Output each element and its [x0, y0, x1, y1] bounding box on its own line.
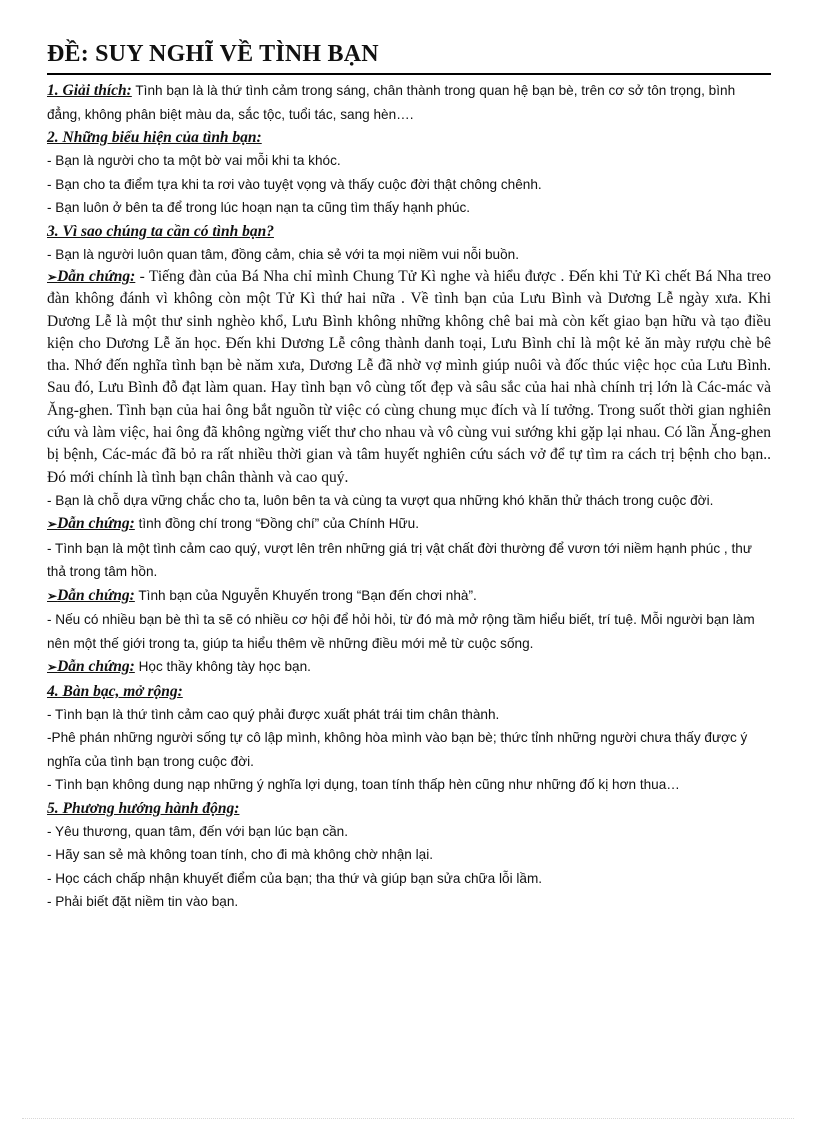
section-1-text: Tình bạn là là thứ tình cảm trong sáng, chân thành trong quan hệ bạn bè, trên cơ sở tôn trọng, bình đẳng, không phân biệt màu da, sắc tộc, tuổi tác, sang hèn….: [47, 83, 736, 122]
section-1-heading: 1. Giải thích:: [47, 82, 132, 99]
section-2-item: - Bạn là người cho ta một bờ vai mỗi khi ta khóc.: [47, 153, 341, 168]
evidence-text: tình đồng chí trong “Đồng chí” của Chính Hữu.: [134, 516, 419, 532]
section-4-item: - Tình bạn là thứ tình cảm cao quý phải được xuất phát trái tim chân thành.: [47, 706, 500, 722]
section-3-item: - Nếu có nhiều bạn bè thì ta sẽ có nhiều cơ hội để hỏi hỏi, từ đó mà mở rộng tầm hiểu biết, trí tuệ. Mỗi người bạn làm nên một thế giới trong ta, giúp ta hiểu thêm về những điều mới mẻ từ cuộc sống.: [47, 612, 755, 651]
evidence-text: - Tiếng đàn của Bá Nha chỉ mình Chung Tử Kì nghe và hiểu được . Đến khi Tử Kì chết Bá Nha treo đàn không đánh vì không còn một Tử Kì thứ hai nữa . Về tình bạn của Lưu Bình và Dương Lễ ngày xưa. Khi Dương Lễ là một thư sinh nghèo khổ, Lưu Bình không những không chê bai mà còn kết giao bạn hữu và tạo điều kiện cho Dương Lễ ăn học. Đến khi Dương Lễ công thành danh toại, Lưu Bình chỉ là một kẻ ăn mày rượu chè bê tha. Nhớ đến nghĩa tình bạn bè năm xưa, Dương Lễ đã nhờ vợ mình giúp nuôi và đốc thúc việc học của Lưu Bình. Sau đó, Lưu Bình đỗ đạt làm quan. Hay tình bạn vô cùng tốt đẹp và sâu sắc của hai nhà chính trị lớn là Các-mác và Ăng-ghen. Tình bạn của hai ông bắt nguồn từ việc có cùng chung mục đích và lí tưởng. Trong suốt thời gian nghiên cứu và làm việc, hai ông đã không ngừng viết thư cho nhau và vô cùng vui sướng khi gặp lại nhau. Có lần Ăng-ghen bị bệnh, Các-mác đã bỏ ra rất nhiều thời gian và tâm huyết nghiên cứu sách vở để tự tìm ra cách trị bệnh cho bạn.. Đó mới chính là tình bạn chân thành và cao quý.: [47, 268, 771, 486]
evidence-label: ➢Dẫn chứng:: [47, 268, 136, 285]
section-4-heading: 4. Bàn bạc, mở rộng:: [47, 682, 183, 700]
section-2-item: - Bạn luôn ở bên ta để trong lúc hoạn nạn ta cũng tìm thấy hạnh phúc.: [47, 200, 471, 215]
section-3-item: - Bạn là người luôn quan tâm, đồng cảm, chia sẻ với ta mọi niềm vui nỗi buồn.: [47, 246, 519, 262]
arrow-icon: ➢: [47, 660, 58, 675]
page-bottom-divider: [22, 1118, 794, 1119]
document-page: [47, 38, 771, 914]
section-3-item: - Bạn là chỗ dựa vững chắc cho ta, luôn bên ta và cùng ta vượt qua những khó khăn thử thách trong cuộc đời.: [47, 492, 714, 508]
evidence-text: Học thầy không tày học bạn.: [134, 659, 311, 675]
section-5-item: - Yêu thương, quan tâm, đến với bạn lúc bạn cần.: [47, 823, 349, 839]
section-4-item: - Tình bạn không dung nạp những ý nghĩa lợi dụng, toan tính thấp hèn cũng như những đố kị hơn thua…: [47, 777, 680, 793]
evidence-paragraph: [47, 655, 771, 680]
evidence-paragraph: [47, 266, 771, 489]
evidence-label: ➢Dẫn chứng:: [47, 658, 135, 676]
evidence-text: Tình bạn của Nguyễn Khuyến trong “Bạn đến chơi nhà”.: [134, 587, 477, 603]
section-2-heading: 2. Những biểu hiện của tình bạn:: [47, 129, 262, 146]
section-5-item: - Phải biết đặt niềm tin vào bạn.: [47, 894, 239, 910]
evidence-paragraph: [47, 512, 771, 537]
section-2-item: - Bạn cho ta điểm tựa khi ta rơi vào tuyệt vọng và thấy cuộc đời thật chông chênh.: [47, 176, 542, 192]
arrow-icon: ➢: [47, 270, 58, 284]
document-title: ĐỀ: SUY NGHĨ VỀ TÌNH BẠN: [47, 38, 771, 75]
arrow-icon: ➢: [47, 517, 58, 532]
evidence-label: ➢Dẫn chứng:: [47, 586, 135, 604]
evidence-paragraph: [47, 584, 771, 609]
section-5-item: - Học cách chấp nhận khuyết điểm của bạn; tha thứ và giúp bạn sửa chữa lỗi lầm.: [47, 870, 543, 886]
section-5-item: - Hãy san sẻ mà không toan tính, cho đi mà không chờ nhận lại.: [47, 847, 433, 863]
evidence-label: ➢Dẫn chứng:: [47, 515, 135, 533]
arrow-icon: ➢: [47, 588, 58, 603]
section-1-paragraph: [47, 79, 771, 126]
document-body: [47, 79, 771, 914]
section-3-item: - Tình bạn là một tình cảm cao quý, vượt lên trên những giá trị vật chất đời thường để vươn tới niềm hạnh phúc , thư thả trong tâm hồn.: [47, 540, 752, 580]
section-3-heading: 3. Vì sao chúng ta cần có tình bạn?: [47, 222, 274, 240]
section-4-item: -Phê phán những người sống tự cô lập mình, không hòa mình vào bạn bè; thức tỉnh những người chưa thấy được ý nghĩa của tình bạn trong cuộc đời.: [47, 730, 748, 769]
section-5-heading: 5. Phương hướng hành động:: [47, 799, 240, 817]
